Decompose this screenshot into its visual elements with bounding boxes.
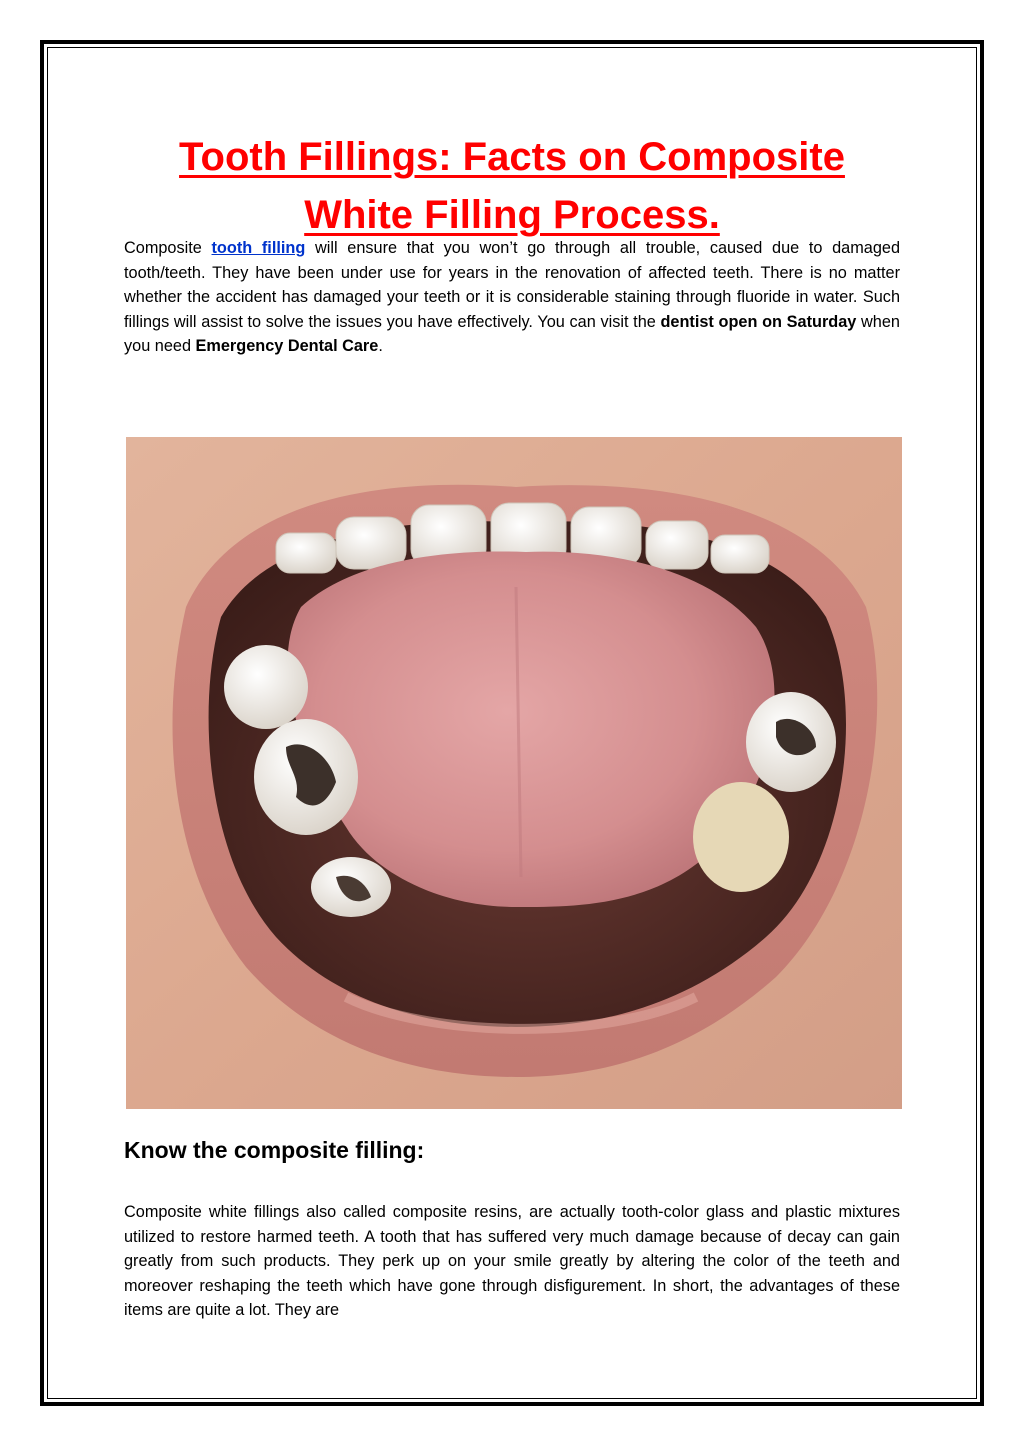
intro-paragraph (124, 236, 900, 359)
intro-bold-dentist: dentist open on Saturday (660, 312, 857, 331)
title-line-2: White Filling Process. (304, 193, 720, 237)
title-line-1: Tooth Fillings: Facts on Composite (179, 135, 845, 179)
section-heading: Know the composite filling: (124, 1137, 425, 1163)
intro-text-4: . (378, 337, 383, 356)
intro-text-1: Composite (124, 239, 212, 257)
intro-text-2: will ensure that you won’t go through all trouble, caused due to damaged tooth/teeth. They have been under use for years in the renovation of affected teeth. There is no matter whether the accident has damaged your teeth or it is considerable staining through fluoride in water. Such fillings will assist to solve the issues you have effectively. You can visit the (124, 239, 901, 331)
open-mouth-photo (126, 437, 902, 1109)
intro-text-3: when you need (124, 312, 900, 356)
tooth-filling-link[interactable]: tooth filling (211, 239, 306, 257)
document-title (100, 128, 924, 244)
intro-bold-emergency: Emergency Dental Care (195, 337, 379, 356)
section-paragraph: Composite white fillings also called composite resins, are actually tooth-color glass and plastic mixtures utilized to restore harmed teeth. A tooth that has suffered very much damage because of decay can gain greatly from such products. They perk up on your smile greatly by altering the color of the teeth and moreover reshaping the teeth which have gone through disfigurement. In short, the advantages of these items are quite a lot. They are (124, 1203, 900, 1320)
